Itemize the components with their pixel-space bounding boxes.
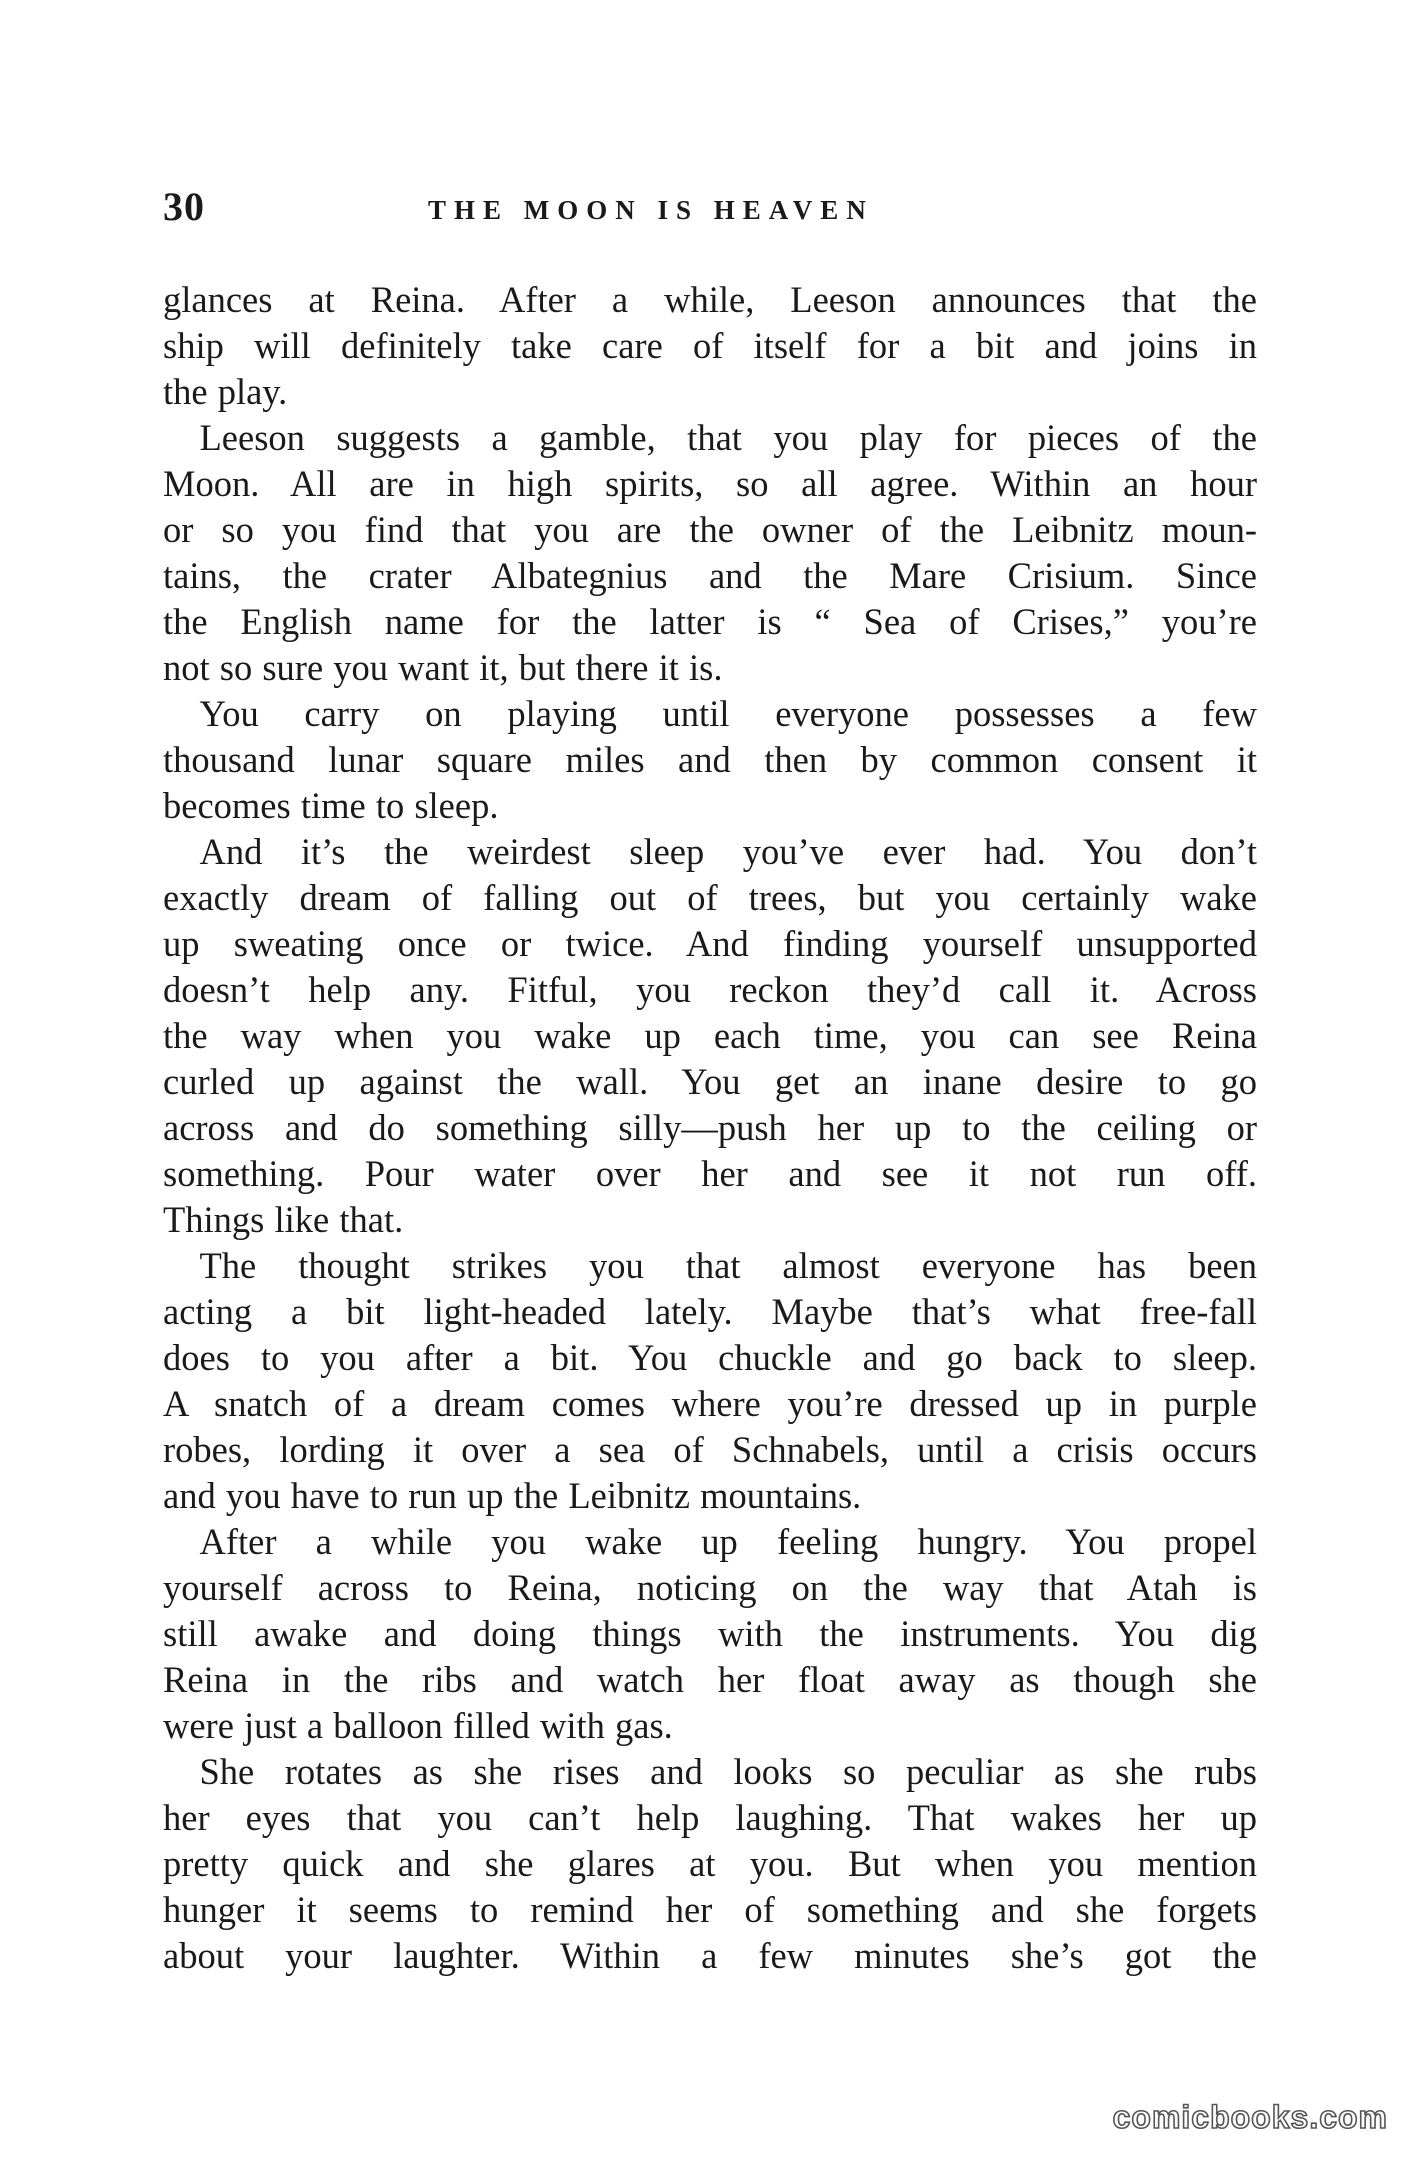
text-line: exactly dream of falling out of trees, but you certainly wake	[163, 877, 1257, 918]
text-line: pretty quick and she glares at you. But when you mention	[163, 1843, 1257, 1884]
text-line: something. Pour water over her and see it not run off.	[163, 1153, 1257, 1194]
text-line: Moon. All are in high spirits, so all agree. Within an hour	[163, 463, 1257, 504]
body-text	[163, 277, 1257, 1979]
page-number: 30	[163, 184, 205, 229]
text-line: You carry on playing until everyone possesses a few	[163, 693, 1257, 734]
text-line: up sweating once or twice. And finding yourself unsupported	[163, 923, 1257, 964]
text-line: and you have to run up the Leibnitz mountains.	[163, 1475, 862, 1516]
text-line: the English name for the latter is “ Sea of Crises,” you’re	[163, 601, 1257, 642]
paragraph	[163, 415, 1257, 691]
text-line: or so you find that you are the owner of the Leibnitz moun-	[163, 509, 1257, 550]
text-line: Reina in the ribs and watch her float away as though she	[163, 1659, 1257, 1700]
text-line: the play.	[163, 371, 288, 412]
text-line: ship will definitely take care of itself for a bit and joins in	[163, 325, 1257, 366]
text-line: about your laughter. Within a few minutes she’s got the	[163, 1935, 1257, 1976]
text-line: becomes time to sleep.	[163, 785, 499, 826]
running-head: THE MOON IS HEAVEN	[428, 195, 874, 225]
text-line: A snatch of a dream comes where you’re dressed up in purple	[163, 1383, 1257, 1424]
text-line: doesn’t help any. Fitful, you reckon they’d call it. Across	[163, 969, 1257, 1010]
text-line: robes, lording it over a sea of Schnabels, until a crisis occurs	[163, 1429, 1257, 1470]
text-line: not so sure you want it, but there it is.	[163, 647, 723, 688]
paragraph	[163, 691, 1257, 829]
text-line: across and do something silly—push her up to the ceiling or	[163, 1107, 1257, 1148]
paragraph	[163, 1243, 1257, 1519]
text-line: the way when you wake up each time, you can see Reina	[163, 1015, 1257, 1056]
text-line: The thought strikes you that almost everyone has been	[163, 1245, 1257, 1286]
paragraph	[163, 1749, 1257, 1979]
text-line: Leeson suggests a gamble, that you play for pieces of the	[163, 417, 1257, 458]
text-line: does to you after a bit. You chuckle and go back to sleep.	[163, 1337, 1257, 1378]
watermark-logo: comicbooks.com	[1112, 2099, 1388, 2135]
text-line: She rotates as she rises and looks so peculiar as she rubs	[163, 1751, 1257, 1792]
text-line: After a while you wake up feeling hungry. You propel	[163, 1521, 1257, 1562]
text-line: thousand lunar square miles and then by common consent it	[163, 739, 1257, 780]
text-line: Things like that.	[163, 1199, 404, 1240]
text-line: yourself across to Reina, noticing on the way that Atah is	[163, 1567, 1257, 1608]
text-line: hunger it seems to remind her of something and she forgets	[163, 1889, 1257, 1930]
text-line: her eyes that you can’t help laughing. That wakes her up	[163, 1797, 1257, 1838]
text-line: glances at Reina. After a while, Leeson announces that the	[163, 279, 1257, 320]
text-line: curled up against the wall. You get an inane desire to go	[163, 1061, 1257, 1102]
text-line: still awake and doing things with the instruments. You dig	[163, 1613, 1257, 1654]
text-line: tains, the crater Albategnius and the Mare Crisium. Since	[163, 555, 1257, 596]
paragraph	[163, 829, 1257, 1243]
paragraph	[163, 1519, 1257, 1749]
text-line: were just a balloon filled with gas.	[163, 1705, 673, 1746]
text-line: And it’s the weirdest sleep you’ve ever had. You don’t	[163, 831, 1257, 872]
text-line: acting a bit light-headed lately. Maybe that’s what free-fall	[163, 1291, 1257, 1332]
paragraph	[163, 277, 1257, 415]
page-header	[163, 182, 1260, 242]
